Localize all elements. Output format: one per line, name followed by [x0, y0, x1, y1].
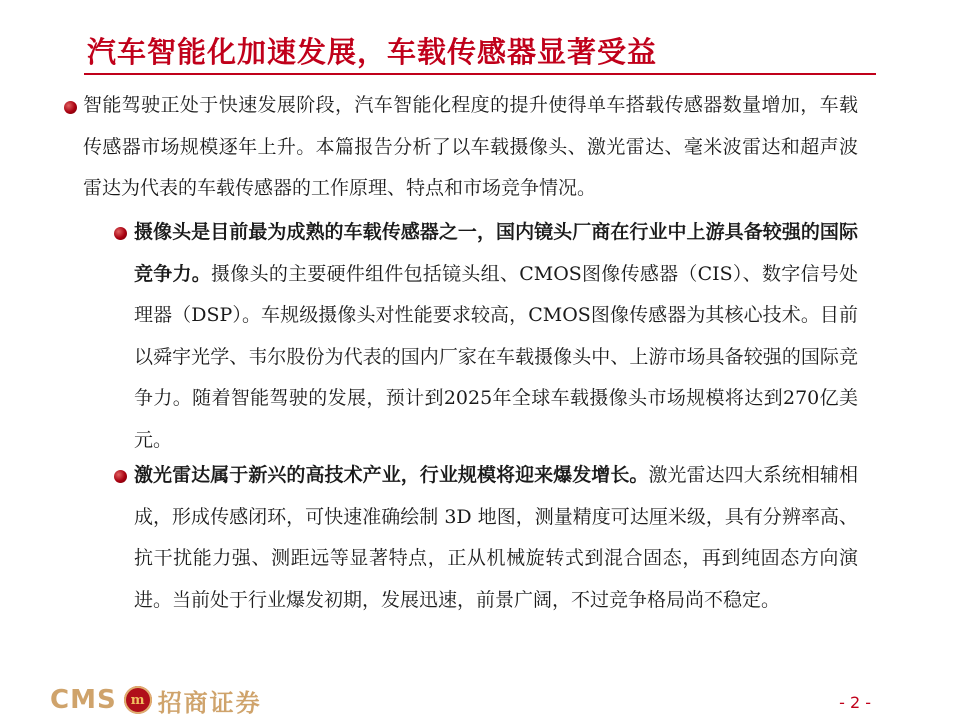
title-divider [84, 73, 876, 75]
cms-logo-badge-icon [124, 686, 152, 714]
bullet-lead: 激光雷达属于新兴的高技术产业，行业规模将迎来爆发增长。 [134, 464, 649, 486]
bullet-icon [114, 470, 127, 483]
company-logo [50, 684, 262, 716]
page-title: 汽车智能化加速发展，车载传感器显著受益 [87, 35, 658, 69]
page-number: - 2 - [839, 693, 871, 712]
bullet-paragraph-intro [83, 85, 858, 210]
logo-chinese-text: 招商证券 [157, 687, 262, 717]
logo-badge-letter: m [130, 692, 145, 708]
bullet-text: 激光雷达四大系统相辅相成，形成传感闭环，可快速准确绘制 3D 地图，测量精度可达厘米级，具有分辨率高、抗干扰能力强、测距远等显著特点，正从机械旋转式到混合固态，再到纯固态方向演进。当前处于行业爆发初期，发展迅速，前景广阔，不过竞争格局尚不稳定。 [134, 464, 858, 611]
bullet-icon [64, 101, 77, 114]
bullet-lead: 摄像头是目前最为成熟的车载传感器之一，国内镜头厂商在行业中上游具备较强的国际竞争力。 [134, 221, 858, 285]
bullet-text: 智能驾驶正处于快速发展阶段，汽车智能化程度的提升使得单车搭载传感器数量增加，车载传感器市场规模逐年上升。本篇报告分析了以车载摄像头、激光雷达、毫米波雷达和超声波雷达为代表的车载传感器的工作原理、特点和市场竞争情况。 [83, 94, 858, 199]
bullet-paragraph-camera [134, 212, 858, 461]
logo-latin-text: CMS [50, 685, 117, 715]
bullet-icon [114, 227, 127, 240]
bullet-text: 摄像头的主要硬件组件包括镜头组、CMOS图像传感器（CIS）、数字信号处理器（DSP）。车规级摄像头对性能要求较高，CMOS图像传感器为其核心技术。目前以舜宇光学、韦尔股份为代表的国内厂家在车载摄像头中、上游市场具备较强的国际竞争力。随着智能驾驶的发展，预计到2025年全球车载摄像头市场规模将达到270亿美元。 [134, 262, 858, 451]
bullet-paragraph-lidar [134, 455, 858, 621]
